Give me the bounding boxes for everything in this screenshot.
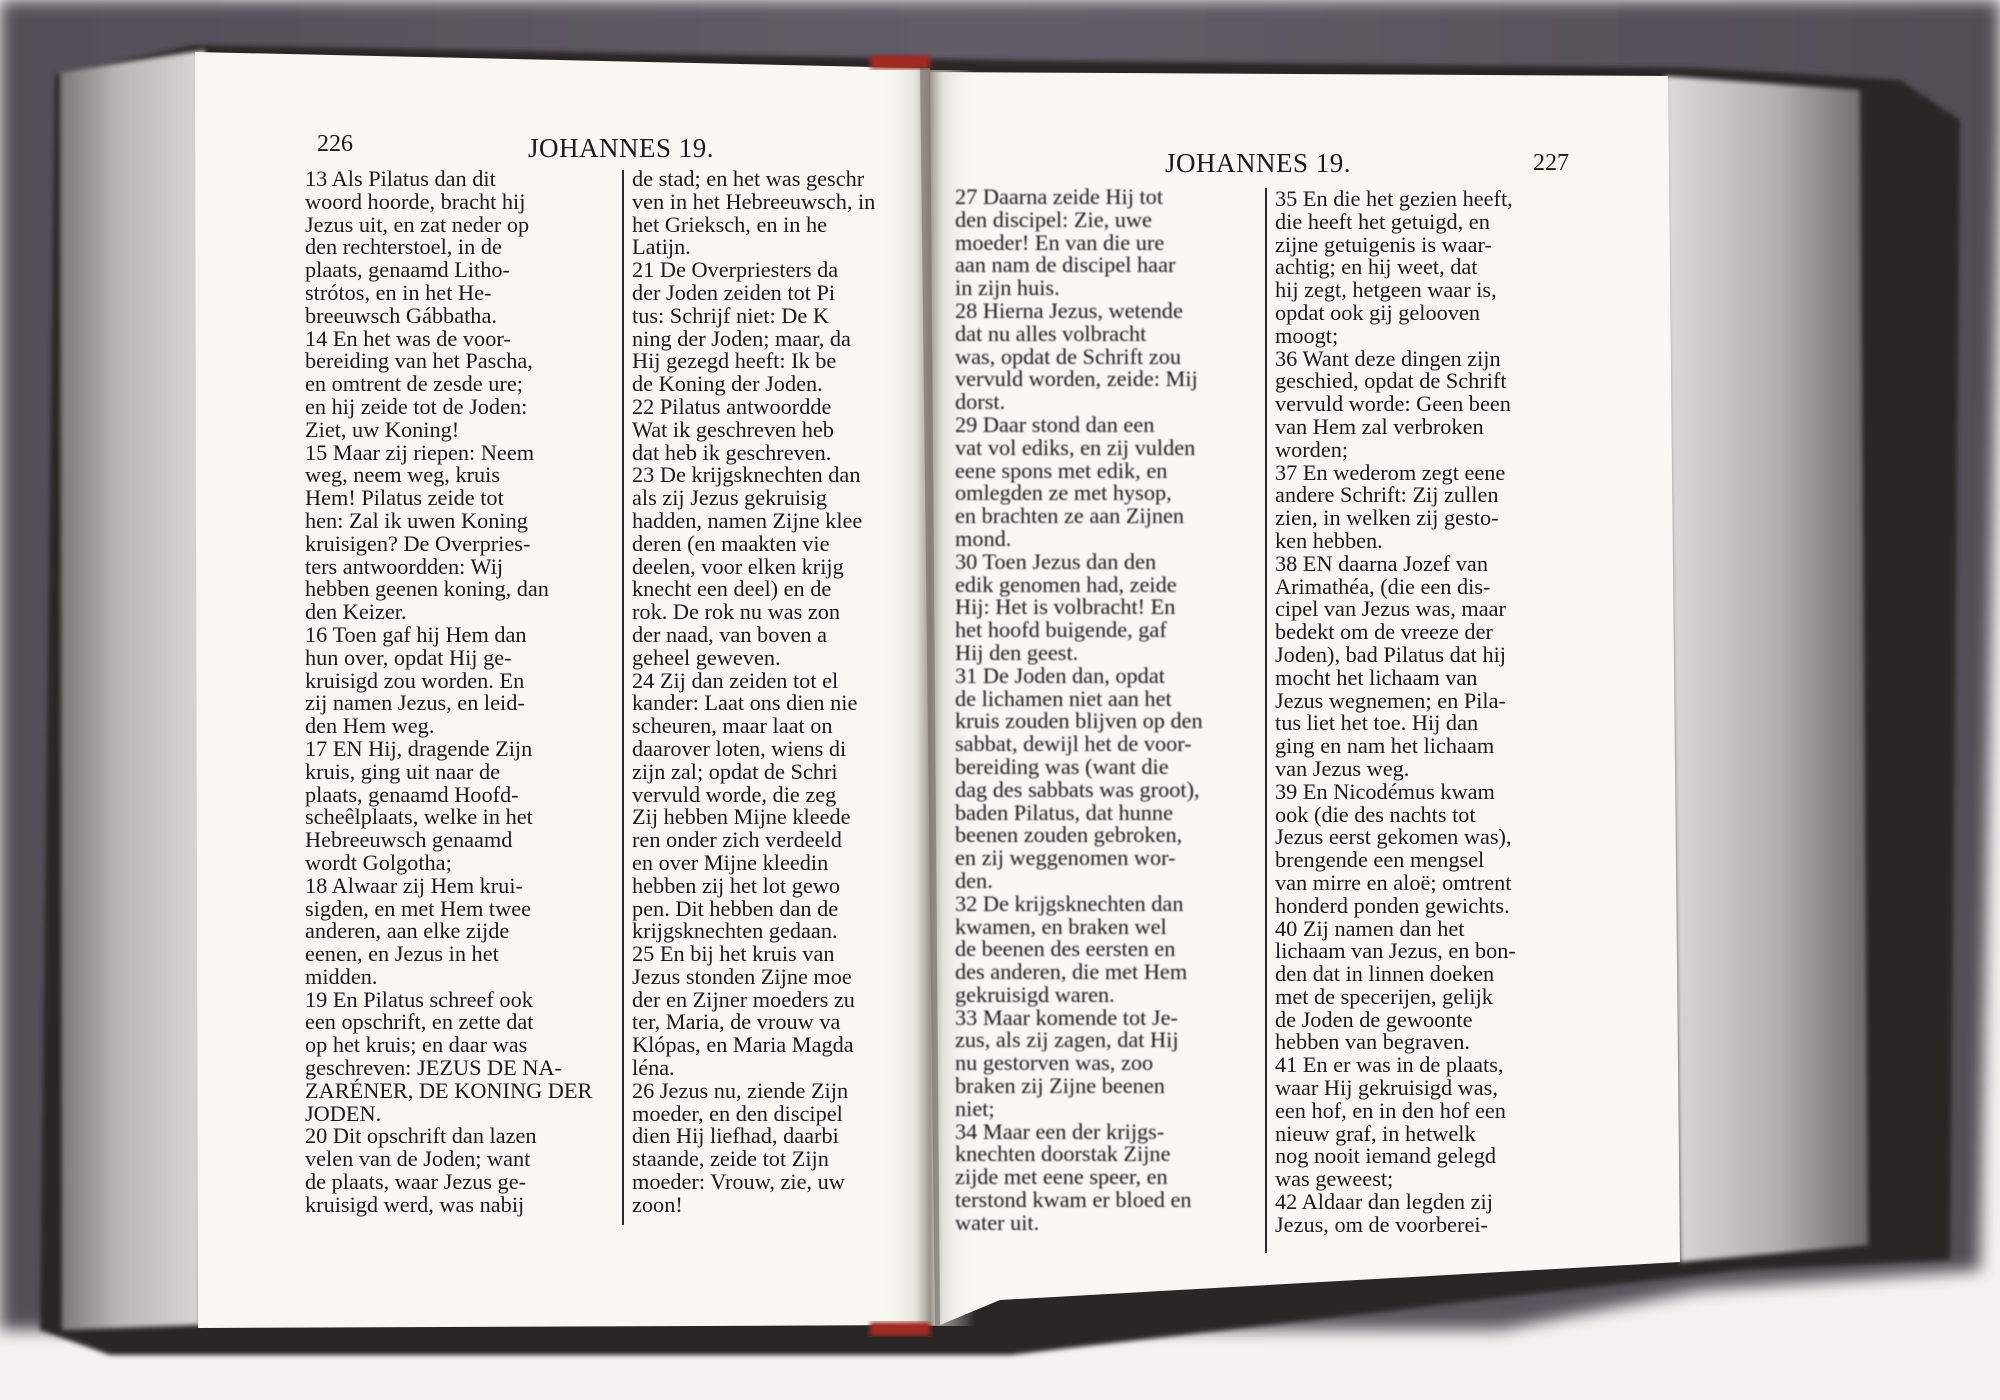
right-verse-line: aan nam de discipel haar [955, 252, 1176, 278]
left-verse-line: dien Hij liefhad, daarbi [632, 1123, 839, 1149]
right-verse-line: kruis zouden blijven op den [955, 708, 1203, 734]
left-verse-line: Latijn. [632, 234, 691, 260]
right-verse-line: nog nooit iemand gelegd [1275, 1143, 1497, 1169]
right-verse-line: Hij den geest. [955, 639, 1079, 665]
right-verse-line: dat nu alles volbracht [955, 320, 1147, 346]
left-verse-line: 25 En bij het kruis van [632, 941, 835, 967]
right-verse-line: waar Hij gekruisigd was, [1275, 1075, 1498, 1101]
right-verse-line: nieuw graf, in hetwelk [1275, 1120, 1476, 1146]
left-verse-line: scheêlplaats, welke in het [305, 804, 533, 830]
left-verse-line: daarover loten, wiens di [632, 735, 847, 761]
left-verse-line: de Koning der Joden. [632, 371, 823, 397]
left-verse-line: 17 EN Hij, dragende Zijn [305, 735, 533, 761]
right-verse-line: van mirre en aloë; omtrent [1275, 869, 1512, 895]
right-verse-line: nu gestorven was, zoo [955, 1050, 1154, 1076]
left-verse-line: de stad; en het was geschr [632, 168, 865, 191]
right-verse-line: bereiding was (want die [955, 753, 1169, 779]
right-verse-line: Joden), bad Pilatus dat hij [1275, 641, 1506, 667]
right-verse-line: 40 Zij namen dan het [1275, 915, 1465, 941]
left-verse-line: woord hoorde, bracht hij [305, 188, 526, 214]
left-verse-line: 26 Jezus nu, ziende Zijn [632, 1077, 849, 1103]
left-verse-line: kander: Laat ons dien nie [632, 690, 858, 716]
right-verse-line: vervuld worden, zeide: Mij [955, 366, 1198, 392]
left-verse-line: tus: Schrijf niet: De K [632, 302, 829, 328]
right-verse-line: ook (die des nachts tot [1275, 801, 1476, 827]
right-verse-line: 29 Daar stond dan een [955, 411, 1155, 437]
right-verse-line: 37 En wederom zegt eene [1275, 459, 1506, 485]
right-verse-line: vervuld worde: Geen been [1275, 391, 1511, 417]
left-verse-line: een opschrift, en zette dat [305, 1009, 534, 1035]
right-verse-line: 38 EN daarna Jozef van [1275, 550, 1488, 576]
left-verse-line: sigden, en met Hem twee [305, 895, 531, 921]
right-verse-line: bedekt om de vreeze der [1275, 619, 1493, 645]
right-verse-line: 41 En er was in de plaats, [1275, 1052, 1504, 1078]
right-verse-line: in zijn huis. [955, 275, 1060, 301]
left-verse-line: wordt Golgotha; [305, 849, 452, 875]
right-verse-line: moogt; [1275, 322, 1339, 348]
right-page-number: 227 [1533, 150, 1569, 176]
right-verse-line: en brachten ze aan Zijnen [955, 503, 1185, 529]
right-verse-line: ging en nam het lichaam [1275, 733, 1495, 759]
left-verse-line: knecht een deel) en de [632, 576, 832, 602]
left-verse-line: 19 En Pilatus schreef ook [305, 986, 533, 1012]
right-verse-line: niet; [955, 1095, 995, 1121]
left-verse-line: Klópas, en Maria Magda [632, 1032, 854, 1058]
right-verse-line: den. [955, 867, 993, 893]
left-verse-line: krijgsknechten gedaan. [632, 918, 838, 944]
left-verse-line: hebben geenen koning, dan [305, 576, 549, 602]
right-verse-line: 34 Maar een der krijgs- [955, 1118, 1165, 1144]
left-verse-line: der Joden zeiden tot Pi [632, 279, 836, 305]
left-verse-line: staande, zeide tot Zijn [632, 1146, 829, 1172]
right-verse-line: Jezus wegnemen; en Pila- [1275, 687, 1506, 713]
right-verse-line: 32 De krijgsknechten dan [955, 890, 1184, 916]
right-verse-line: geschied, opdat de Schrift [1275, 368, 1507, 394]
right-verse-line: eene spons met edik, en [955, 457, 1168, 483]
left-verse-line: hun over, opdat Hij ge- [305, 644, 512, 670]
left-verse-line: ning der Joden; maar, da [632, 325, 851, 351]
left-verse-line: deren (en maakten vie [632, 530, 830, 556]
left-verse-line: 18 Alwaar zij Hem krui- [305, 872, 523, 898]
left-verse-line: den Hem weg. [305, 713, 435, 739]
right-verse-line: 27 Daarna zeide Hij tot [955, 186, 1164, 209]
left-verse-line: het Grieksch, en in he [632, 211, 828, 237]
right-verse-line: 35 En die het gezien heeft, [1275, 188, 1513, 211]
left-verse-line: ren onder zich verdeeld [632, 827, 842, 853]
left-verse-line: anderen, aan elke zijde [305, 918, 510, 944]
left-verse-line: moeder: Vrouw, zie, uw [632, 1169, 845, 1195]
left-verse-line: de plaats, waar Jezus ge- [305, 1169, 527, 1195]
right-verse-line: ken hebben. [1275, 527, 1383, 553]
right-verse-line: Jezus eerst gekomen was), [1275, 824, 1512, 850]
left-verse-line: plaats, genaamd Litho- [305, 257, 510, 283]
left-verse-line: Wat ik geschreven heb [632, 416, 834, 442]
left-verse-line: als zij Jezus gekruisig [632, 485, 828, 511]
left-verse-line: ven in het Hebreeuwsch, in [632, 188, 876, 214]
left-verse-line: kruis, ging uit naar de [305, 758, 501, 784]
right-column-rule [1265, 188, 1267, 1253]
right-verse-line: braken zij Zijne beenen [955, 1073, 1165, 1099]
right-verse-line: zijde met eene speer, en [955, 1164, 1168, 1190]
right-verse-line: 31 De Joden dan, opdat [955, 662, 1165, 688]
left-verse-line: vervuld worde, die zeg [632, 781, 837, 807]
right-verse-line: 36 Want deze dingen zijn [1275, 345, 1501, 371]
right-verse-line: hij zegt, hetgeen waar is, [1275, 277, 1497, 303]
left-verse-line: 20 Dit opschrift dan lazen [305, 1123, 537, 1149]
left-verse-line: scheuren, maar laat on [632, 713, 833, 739]
left-verse-line: Ziet, uw Koning! [305, 416, 460, 442]
left-verse-line: op het kruis; en daar was [305, 1032, 528, 1058]
right-verse-line: andere Schrift: Zij zullen [1275, 482, 1499, 508]
right-verse-line: 30 Toen Jezus dan den [955, 548, 1157, 574]
left-verse-line: breeuwsch Gábbatha. [305, 302, 497, 328]
left-verse-line: zij namen Jezus, en leid- [305, 690, 525, 716]
left-verse-line: hen: Zal ik uwen Koning [305, 507, 528, 533]
right-verse-line: dag des sabbats was groot), [955, 776, 1200, 802]
left-verse-line: midden. [305, 963, 378, 989]
left-verse-line: Hem! Pilatus zeide tot [305, 485, 504, 511]
right-verse-line: sabbat, dewijl het de voor- [955, 731, 1192, 757]
right-verse-line: de Joden de gewoonte [1275, 1006, 1473, 1032]
left-verse-line: weg, neem weg, kruis [305, 462, 501, 488]
right-verse-line: Jezus, om de voorberei- [1275, 1211, 1488, 1237]
left-verse-line: Jezus uit, en zat neder op [305, 211, 530, 237]
right-verse-line: knechten doorstak Zijne [955, 1141, 1171, 1167]
right-running-head: JOHANNES 19. [1165, 148, 1352, 178]
right-verse-line: zien, in welken zij gesto- [1275, 505, 1499, 531]
right-verse-line: met de specerijen, gelijk [1275, 983, 1493, 1009]
right-verse-line: den discipel: Zie, uwe [955, 206, 1152, 232]
left-verse-line: ZARÉNER, DE KONING DER [305, 1077, 593, 1103]
right-verse-line: was geweest; [1275, 1166, 1394, 1192]
right-verse-line: 42 Aldaar dan legden zij [1275, 1189, 1493, 1215]
left-verse-line: 14 En het was de voor- [305, 325, 511, 351]
right-verse-line: brengende een mengsel [1275, 847, 1485, 873]
right-verse-line: van Jezus weg. [1275, 755, 1410, 781]
right-verse-line: een hof, en in den hof een [1275, 1097, 1506, 1123]
right-verse-line: het hoofd buigende, gaf [955, 617, 1167, 643]
left-verse-line: plaats, genaamd Hoofd- [305, 781, 519, 807]
left-verse-line: Hebreeuwsch genaamd [305, 827, 513, 853]
left-verse-line: eenen, en Jezus in het [305, 941, 499, 967]
right-verse-line: achtig; en hij weet, dat [1275, 254, 1478, 280]
left-verse-line: strótos, en in het He- [305, 279, 492, 305]
left-verse-line: kruisigd zou worden. En [305, 667, 525, 693]
left-verse-line: 22 Pilatus antwoordde [632, 393, 832, 419]
left-verse-line: en hij zeide tot de Joden: [305, 393, 528, 419]
left-verse-line: den rechterstoel, in de [305, 234, 502, 260]
left-verse-line: der en Zijner moeders zu [632, 986, 855, 1012]
left-verse-line: zoon! [632, 1191, 683, 1217]
right-verse-line: van Hem zal verbroken [1275, 413, 1484, 439]
right-page-edges [1665, 76, 1868, 1262]
left-verse-line: rok. De rok nu was zon [632, 599, 841, 625]
left-verse-line: en omtrent de zesde ure; [305, 371, 523, 397]
right-verse-line: mond. [955, 525, 1012, 551]
left-verse-line: moeder, en den discipel [632, 1100, 843, 1126]
right-verse-line: 39 En Nicodémus kwam [1275, 778, 1495, 804]
right-verse-line: worden; [1275, 436, 1349, 462]
left-page-column-1 [305, 168, 609, 1217]
right-verse-line: vat vol ediks, en zij vulden [955, 434, 1196, 460]
right-verse-line: moeder! En van die ure [955, 229, 1165, 255]
right-verse-line: cipel van Jezus was, maar [1275, 596, 1506, 622]
right-verse-line: 33 Maar komende tot Je- [955, 1004, 1178, 1030]
left-verse-line: léna. [632, 1055, 675, 1081]
left-verse-line: JODEN. [305, 1100, 382, 1126]
left-verse-line: 15 Maar zij riepen: Neem [305, 439, 535, 465]
right-verse-line: en zij weggenomen wor- [955, 845, 1176, 871]
right-verse-line: de lichamen niet aan het [955, 685, 1172, 711]
left-verse-line: ter, Maria, de vrouw va [632, 1009, 841, 1035]
right-verse-line: des anderen, die met Hem [955, 959, 1188, 985]
right-verse-line: dorst. [955, 389, 1006, 415]
left-verse-line: Jezus stonden Zijne moe [632, 963, 852, 989]
right-verse-line: water uit. [955, 1209, 1040, 1235]
right-verse-line: die heeft het getuigd, en [1275, 208, 1490, 234]
right-verse-line: was, opdat de Schrift zou [955, 343, 1182, 369]
right-verse-line: gekruisigd waren. [955, 981, 1115, 1007]
left-verse-line: geheel geweven. [632, 644, 781, 670]
headband-bottom [870, 1322, 930, 1336]
left-verse-line: geschreven: JEZUS DE NA- [305, 1055, 562, 1081]
right-verse-line: baden Pilatus, dat hunne [955, 799, 1173, 825]
left-verse-line: der naad, van boven a [632, 621, 828, 647]
left-verse-line: ters antwoordden: Wij [305, 553, 504, 579]
right-verse-line: mocht het lichaam van [1275, 664, 1478, 690]
left-running-head: JOHANNES 19. [528, 133, 715, 163]
left-page-number: 226 [317, 131, 353, 157]
right-verse-line: den dat in linnen doeken [1275, 961, 1495, 987]
right-verse-line: hebben van begraven. [1275, 1029, 1471, 1055]
right-verse-line: zus, als zij zagen, dat Hij [955, 1027, 1179, 1053]
right-page-column-2 [1275, 188, 1575, 1237]
right-verse-line: terstond kwam er bloed en [955, 1187, 1192, 1213]
right-verse-line: Arimathéa, (die een dis- [1275, 573, 1491, 599]
left-verse-line: kruisigd werd, was nabij [305, 1191, 525, 1217]
right-verse-line: edik genomen had, zeide [955, 571, 1177, 597]
left-verse-line: den Keizer. [305, 599, 407, 625]
right-verse-line: zijne getuigenis is waar- [1275, 231, 1492, 257]
left-verse-line: pen. Dit hebben dan de [632, 895, 839, 921]
left-verse-line: en over Mijne kleedin [632, 849, 829, 875]
left-verse-line: dat heb ik geschreven. [632, 439, 832, 465]
left-verse-line: hebben zij het lot gewo [632, 872, 841, 898]
left-column-rule [622, 170, 624, 1225]
right-verse-line: 28 Hierna Jezus, wetende [955, 297, 1183, 323]
left-verse-line: 13 Als Pilatus dan dit [305, 168, 496, 191]
right-verse-line: de beenen des eersten en [955, 936, 1176, 962]
left-page-edges [60, 50, 205, 1330]
left-verse-line: velen van de Joden; want [305, 1146, 531, 1172]
left-verse-line: zijn zal; opdat de Schri [632, 758, 838, 784]
left-page-column-2 [632, 168, 922, 1217]
right-verse-line: kwamen, en braken wel [955, 913, 1167, 939]
left-verse-line: 23 De krijgsknechten dan [632, 462, 861, 488]
right-verse-line: opdat ook gij gelooven [1275, 299, 1480, 325]
left-verse-line: 21 De Overpriesters da [632, 257, 839, 283]
right-verse-line: omlegden ze met hysop, [955, 480, 1172, 506]
left-verse-line: bereiding van het Pascha, [305, 348, 533, 374]
left-verse-line: hadden, namen Zijne klee [632, 507, 863, 533]
right-verse-line: beenen zouden gebroken, [955, 822, 1183, 848]
left-verse-line: 24 Zij dan zeiden tot el [632, 667, 839, 693]
right-verse-line: lichaam van Jezus, en bon- [1275, 938, 1516, 964]
left-verse-line: kruisigen? De Overpries- [305, 530, 531, 556]
left-verse-line: Zij hebben Mijne kleede [632, 804, 851, 830]
headband-top [870, 55, 930, 69]
left-verse-line: Hij gezegd heeft: Ik be [632, 348, 837, 374]
right-verse-line: tus liet het toe. Hij dan [1275, 710, 1479, 736]
right-page-column-1 [955, 186, 1253, 1235]
left-verse-line: deelen, voor elken krijg [632, 553, 844, 579]
right-verse-line: honderd ponden gewichts. [1275, 892, 1510, 918]
left-verse-line: 16 Toen gaf hij Hem dan [305, 621, 527, 647]
right-verse-line: Hij: Het is volbracht! En [955, 594, 1176, 620]
